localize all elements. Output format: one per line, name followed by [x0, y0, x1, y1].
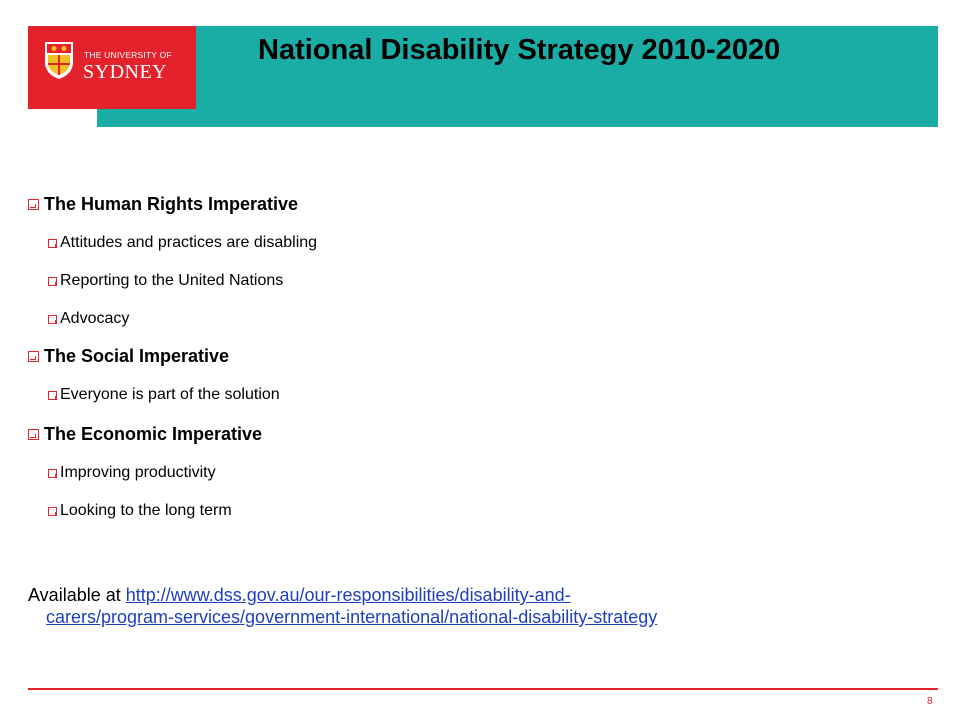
checkbox-bullet-icon: [48, 469, 57, 478]
crest-icon: [44, 40, 74, 80]
logo-big-text: SYDNEY: [83, 61, 168, 83]
availability-prefix: Available at: [28, 585, 126, 605]
bullet-text: Reporting to the United Nations: [60, 272, 284, 289]
bullet-text: Advocacy: [60, 310, 130, 327]
sub-bullet-item: [48, 272, 283, 290]
strategy-link-part1[interactable]: http://www.dss.gov.au/our-responsibilities/disability-and-: [125, 585, 571, 605]
bullet-text: Attitudes and practices are disabling: [60, 234, 318, 251]
bullet-text: The Human Rights Imperative: [44, 194, 299, 214]
strategy-link-part2[interactable]: carers/program-services/government-international/national-disability-strategy: [46, 607, 658, 627]
bullet-text: Improving productivity: [60, 464, 216, 481]
university-logo: [28, 26, 196, 109]
checkbox-bullet-icon: [28, 429, 39, 440]
bullet-item: [28, 346, 229, 367]
sub-bullet-item: [48, 386, 280, 404]
bullet-text: Everyone is part of the solution: [60, 386, 280, 403]
sub-bullet-item: [48, 234, 317, 252]
sub-bullet-item: [48, 464, 216, 482]
slide-title: National Disability Strategy 2010-2020: [258, 34, 781, 66]
sub-bullet-item: [48, 310, 129, 328]
bullet-text: The Social Imperative: [44, 346, 230, 366]
bullet-text: The Economic Imperative: [44, 424, 263, 444]
availability-note: [28, 584, 928, 628]
sub-bullet-item: [48, 502, 232, 520]
footer-divider: [28, 688, 938, 690]
page-number: 8: [927, 696, 933, 707]
bullet-item: [28, 424, 262, 445]
bullet-item: [28, 194, 298, 215]
checkbox-bullet-icon: [28, 199, 39, 210]
logo-small-text: THE UNIVERSITY OF: [84, 50, 172, 60]
checkbox-bullet-icon: [48, 507, 57, 516]
checkbox-bullet-icon: [48, 239, 57, 248]
checkbox-bullet-icon: [48, 391, 57, 400]
checkbox-bullet-icon: [48, 277, 57, 286]
bullet-text: Looking to the long term: [60, 502, 232, 519]
checkbox-bullet-icon: [28, 351, 39, 362]
checkbox-bullet-icon: [48, 315, 57, 324]
